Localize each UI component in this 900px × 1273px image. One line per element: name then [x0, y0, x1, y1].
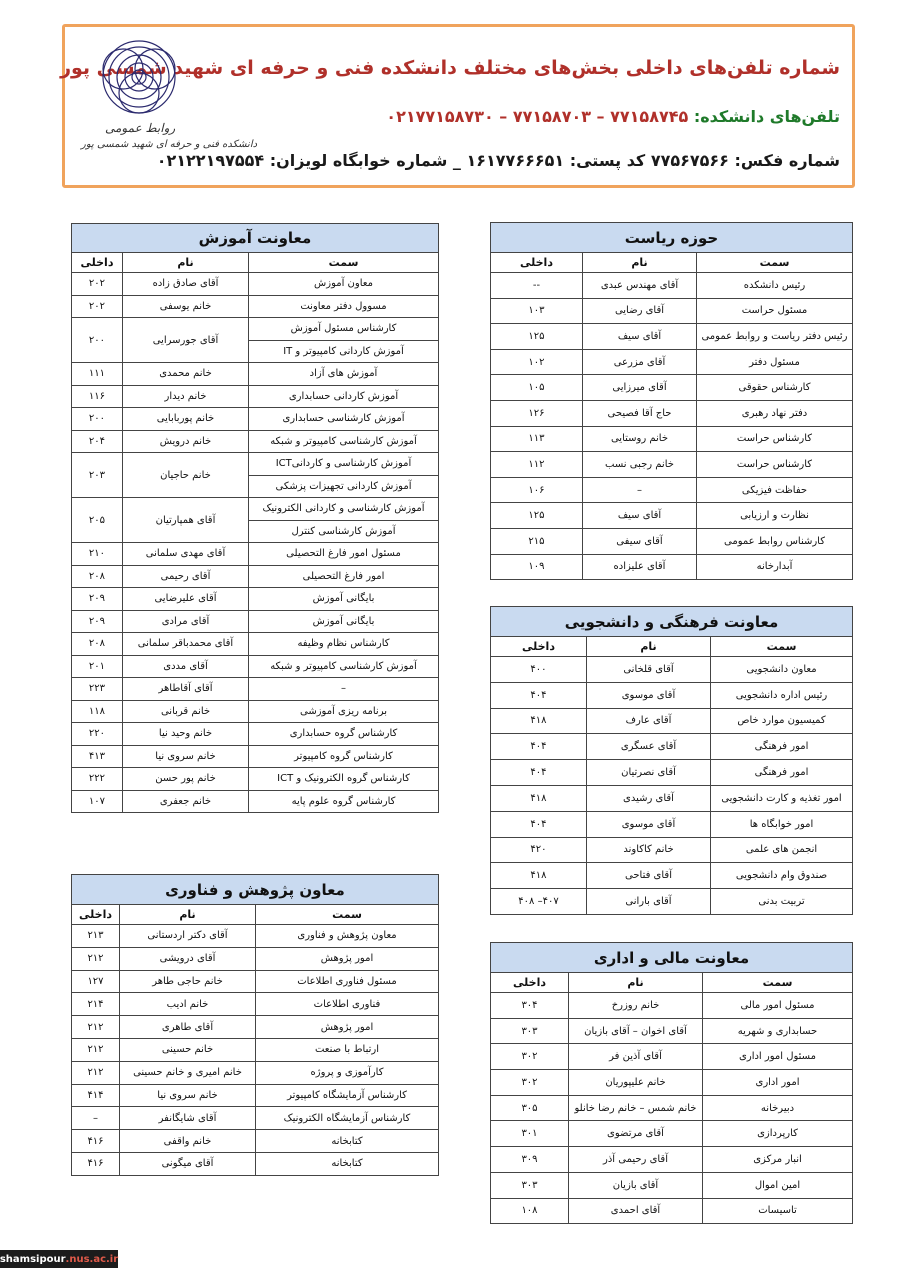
- cell-ext: ۲۰۸: [71, 565, 122, 588]
- cell-name: خانم یوسفی: [123, 295, 249, 318]
- cell-role: آبدارخانه: [697, 554, 853, 580]
- cell-name: آقای فتاحی: [587, 863, 711, 889]
- table-row: [490, 298, 852, 324]
- cell-ext: ۳۰۲: [491, 1044, 569, 1070]
- cell-ext: ۲۱۲: [72, 1016, 120, 1039]
- cell-role: کارشناس حقوقی: [697, 375, 853, 401]
- cell-name: آقای رشیدی: [587, 785, 711, 811]
- cell-role: رئیس اداره دانشجویی: [711, 682, 853, 708]
- cell-ext: ۳۰۳: [491, 1172, 569, 1198]
- cell-role: معاون آموزش: [249, 273, 439, 296]
- col-role: سمت: [256, 905, 439, 925]
- table-row: [72, 970, 439, 993]
- cell-name: آقای سیفی: [583, 528, 697, 554]
- cell-role: امور فارغ التحصیلی: [249, 565, 439, 588]
- cell-name: خانم ادیب: [120, 993, 256, 1016]
- cell-ext: ۱۱۸: [71, 700, 122, 723]
- table-row: [72, 1038, 439, 1061]
- cell-name: آقای احمدی: [569, 1198, 703, 1224]
- section-title: معاونت مالی و اداری: [491, 943, 853, 973]
- cell-name: خانم شمس – خانم رضا خانلو: [569, 1095, 703, 1121]
- cell-role: کتابخانه: [256, 1152, 439, 1175]
- table-row: [72, 1061, 439, 1084]
- table-row: [491, 1070, 853, 1096]
- table-row: [490, 477, 852, 503]
- table-row: [71, 768, 438, 791]
- table-row: [71, 633, 438, 656]
- cell-ext: ۲۰۴: [71, 430, 122, 453]
- cell-role: کارشناس حراست: [697, 452, 853, 478]
- table-row: [490, 734, 852, 760]
- logo-caption-1: روابط عمومی: [105, 121, 176, 135]
- table-row: [490, 528, 852, 554]
- cell-role: فناوری اطلاعات: [256, 993, 439, 1016]
- cell-name: خانم پور حسن: [123, 768, 249, 791]
- cell-ext: ۲۱۲: [72, 1038, 120, 1061]
- col-ext: داخلی: [72, 905, 120, 925]
- cell-role: مسئول امور مالی: [703, 993, 853, 1019]
- section-farhangi: [491, 606, 853, 915]
- cell-name: آقای سیف: [583, 503, 697, 529]
- cell-name: آقای طاهری: [120, 1016, 256, 1039]
- cell-ext: ۱۰۲: [490, 349, 582, 375]
- table-row: [490, 760, 852, 786]
- cell-role: آموزش کارشناسی و کاردانی الکترونیک: [249, 498, 439, 521]
- cell-role: آموزش کارشناسی کامپیوتر و شبکه: [249, 430, 439, 453]
- cell-ext: ۴۰۰: [490, 657, 586, 683]
- section-title: معاون پژوهش و فناوری: [72, 875, 439, 905]
- cell-ext: ۳۰۱: [491, 1121, 569, 1147]
- cell-ext: ۲۲۲: [71, 768, 122, 791]
- section-mali: [491, 942, 853, 1224]
- cell-ext: ۲۰۳: [71, 453, 122, 498]
- table-row: [72, 1016, 439, 1039]
- table-row: [71, 610, 438, 633]
- cell-ext: ۳۰۴: [491, 993, 569, 1019]
- cell-name: آقای بازیان: [569, 1172, 703, 1198]
- cell-ext: ۴۱۴: [72, 1084, 120, 1107]
- table-row: [71, 318, 438, 341]
- cell-ext: ۳۰۹: [491, 1147, 569, 1173]
- cell-ext: --: [490, 273, 582, 299]
- cell-name: آقای علیرضایی: [123, 588, 249, 611]
- table-row: [71, 723, 438, 746]
- cell-name: آقای دکتر اردستانی: [120, 925, 256, 948]
- section-amoozesh: [72, 223, 439, 813]
- cell-name: خانم سروی نیا: [120, 1084, 256, 1107]
- footer-website[interactable]: [0, 1250, 118, 1268]
- table-row: [490, 837, 852, 863]
- logo-caption-2: دانشکده فنی و حرفه ای شهید شمسی پور: [81, 139, 258, 150]
- cell-role: تربیت بدنی: [711, 889, 853, 915]
- section-pazhooh: [72, 874, 439, 1176]
- cell-name: خانم رجبی نسب: [583, 452, 697, 478]
- cell-ext: ۲۰۱: [71, 655, 122, 678]
- cell-role: کارشناس آزمایشگاه الکترونیک: [256, 1107, 439, 1130]
- cell-ext: ۴۱۳: [71, 745, 122, 768]
- cell-role: نظارت و ارزیابی: [697, 503, 853, 529]
- header-box: [62, 24, 855, 188]
- cell-role: بایگانی آموزش: [249, 588, 439, 611]
- cell-ext: ۴۰۴: [490, 682, 586, 708]
- cell-ext: ۱۲۷: [72, 970, 120, 993]
- table-row: [490, 503, 852, 529]
- table-row: [490, 375, 852, 401]
- cell-ext: ۱۰۹: [490, 554, 582, 580]
- cell-role: تاسیسات: [703, 1198, 853, 1224]
- cell-name: آقای محمدباقر سلمانی: [123, 633, 249, 656]
- table-row: [490, 273, 852, 299]
- table-row: [490, 349, 852, 375]
- cell-ext: ۲۲۳: [71, 678, 122, 701]
- table-row: [71, 745, 438, 768]
- cell-name: خانم روزرخ: [569, 993, 703, 1019]
- cell-role: کارشناس مسئول آموزش: [249, 318, 439, 341]
- cell-name: آقای میگونی: [120, 1152, 256, 1175]
- cell-name: آقای مرتضوی: [569, 1121, 703, 1147]
- cell-role: دبیرخانه: [703, 1095, 853, 1121]
- table-row: [490, 889, 852, 915]
- table-row: [490, 657, 852, 683]
- cell-name: خانم حاجی طاهر: [120, 970, 256, 993]
- cell-ext: ۴۱۶: [72, 1152, 120, 1175]
- cell-ext: ۲۱۲: [72, 1061, 120, 1084]
- table-row: [490, 324, 852, 350]
- table-row: [72, 1130, 439, 1153]
- cell-ext: ۱۰۳: [490, 298, 582, 324]
- cell-ext: ۱۱۱: [71, 363, 122, 386]
- cell-name: خانم علیپوریان: [569, 1070, 703, 1096]
- table-row: [490, 785, 852, 811]
- cell-role: کارشناس گروه کامپیوتر: [249, 745, 439, 768]
- table-row: [71, 295, 438, 318]
- col-ext: داخلی: [71, 253, 122, 273]
- table-row: [491, 1121, 853, 1147]
- table-row: [71, 363, 438, 386]
- cell-ext: ۲۱۵: [490, 528, 582, 554]
- cell-ext: ۳۰۵: [491, 1095, 569, 1121]
- cell-name: خانم جعفری: [123, 790, 249, 813]
- cell-role: کارآموزی و پروژه: [256, 1061, 439, 1084]
- cell-name: آقای موسوی: [587, 811, 711, 837]
- cell-ext: ۲۱۳: [72, 925, 120, 948]
- cell-name: آقای رضایی: [583, 298, 697, 324]
- col-name: نام: [569, 973, 703, 993]
- cell-role: امور تغذیه و کارت دانشجویی: [711, 785, 853, 811]
- cell-name: آقای رحیمی آذر: [569, 1147, 703, 1173]
- col-name: نام: [123, 253, 249, 273]
- table-row: [491, 1172, 853, 1198]
- cell-name: –: [583, 477, 697, 503]
- cell-role: امور پژوهش: [256, 947, 439, 970]
- cell-role: معاون دانشجویی: [711, 657, 853, 683]
- table-row: [491, 1147, 853, 1173]
- table-row: [72, 947, 439, 970]
- cell-role: کارشناس حراست: [697, 426, 853, 452]
- col-ext: داخلی: [490, 253, 582, 273]
- table-row: [491, 993, 853, 1019]
- cell-role: مسئول امور اداری: [703, 1044, 853, 1070]
- cell-name: خانم روستایی: [583, 426, 697, 452]
- table-row: [72, 1084, 439, 1107]
- cell-role: صندوق وام دانشجویی: [711, 863, 853, 889]
- table-row: [71, 565, 438, 588]
- cell-name: خانم سروی نیا: [123, 745, 249, 768]
- cell-role: دفتر نهاد رهبری: [697, 400, 853, 426]
- section-riasat: [491, 222, 853, 580]
- cell-ext: ۲۰۵: [71, 498, 122, 543]
- table-row: [72, 925, 439, 948]
- cell-name: آقای میرزایی: [583, 375, 697, 401]
- cell-role: کارشناس آزمایشگاه کامپیوتر: [256, 1084, 439, 1107]
- cell-role: رئیس دانشکده: [697, 273, 853, 299]
- cell-ext: ۱۲۵: [490, 503, 582, 529]
- cell-name: خانم حسینی: [120, 1038, 256, 1061]
- table-row: [490, 554, 852, 580]
- table-row: [71, 790, 438, 813]
- cell-ext: ۲۰۸: [71, 633, 122, 656]
- cell-name: آقای شایگانفر: [120, 1107, 256, 1130]
- cell-role: کارشناس روابط عمومی: [697, 528, 853, 554]
- cell-ext: ۱۱۲: [490, 452, 582, 478]
- table-row: [491, 1198, 853, 1224]
- table-row: [490, 682, 852, 708]
- cell-name: آقای مددی: [123, 655, 249, 678]
- cell-role: حسابداری و شهریه: [703, 1018, 853, 1044]
- table-row: [71, 385, 438, 408]
- cell-role: مسئول حراست: [697, 298, 853, 324]
- table-row: [490, 400, 852, 426]
- table-row: [71, 700, 438, 723]
- cell-role: آموزش کارشناسی و کاردانیICT: [249, 453, 439, 476]
- cell-ext: ۴۱۸: [490, 785, 586, 811]
- cell-name: آقای جورسرایی: [123, 318, 249, 363]
- cell-name: آقای بارانی: [587, 889, 711, 915]
- page-title: شماره تلفن‌های داخلی بخش‌های مختلف دانشکده فنی و حرفه ای شهید شمسی پور: [60, 57, 840, 79]
- cell-role: حفاظت فیزیکی: [697, 477, 853, 503]
- cell-ext: ۴۲۰: [490, 837, 586, 863]
- section-title: حوزه ریاست: [490, 223, 852, 253]
- cell-ext: ۴۰۷– ۴۰۸: [490, 889, 586, 915]
- cell-name: آقای مزرعی: [583, 349, 697, 375]
- cell-role: مسئول فناوری اطلاعات: [256, 970, 439, 993]
- cell-name: آقای مهندس عبدی: [583, 273, 697, 299]
- cell-role: انبار مرکزی: [703, 1147, 853, 1173]
- phones-value: ۷۷۱۵۸۷۴۵ – ۷۷۱۵۸۷۰۳ – ۰۲۱۷۷۱۵۸۷۳۰: [386, 107, 689, 126]
- table-row: [491, 1018, 853, 1044]
- cell-role: آموزش کاردانی کامپیوتر و IT: [249, 340, 439, 363]
- cell-ext: ۲۰۹: [71, 610, 122, 633]
- table-row: [490, 708, 852, 734]
- cell-ext: ۲۰۰: [71, 408, 122, 431]
- table-row: [490, 426, 852, 452]
- cell-ext: ۱۰۸: [491, 1198, 569, 1224]
- cell-role: امور خوابگاه ها: [711, 811, 853, 837]
- cell-name: آقای نصرتیان: [587, 760, 711, 786]
- cell-role: امور اداری: [703, 1070, 853, 1096]
- cell-name: آقای سیف: [583, 324, 697, 350]
- cell-role: کتابخانه: [256, 1130, 439, 1153]
- col-role: سمت: [703, 973, 853, 993]
- table-row: [71, 430, 438, 453]
- cell-ext: ۲۰۹: [71, 588, 122, 611]
- cell-ext: ۲۰۲: [71, 273, 122, 296]
- cell-name: آقای آذین فر: [569, 1044, 703, 1070]
- cell-ext: ۴۱۸: [490, 708, 586, 734]
- cell-name: آقای اخوان – آقای بازیان: [569, 1018, 703, 1044]
- cell-role: امور فرهنگی: [711, 734, 853, 760]
- cell-ext: ۳۰۲: [491, 1070, 569, 1096]
- cell-name: آقای علیزاده: [583, 554, 697, 580]
- cell-role: رئیس دفتر ریاست و روابط عمومی: [697, 324, 853, 350]
- cell-ext: ۴۰۴: [490, 734, 586, 760]
- cell-name: آقای عارف: [587, 708, 711, 734]
- cell-role: کارشناس گروه حسابداری: [249, 723, 439, 746]
- section-title: معاونت آموزش: [71, 224, 438, 253]
- table-row: [71, 588, 438, 611]
- cell-role: معاون پژوهش و فناوری: [256, 925, 439, 948]
- cell-name: آقای موسوی: [587, 682, 711, 708]
- cell-role: انجمن های علمی: [711, 837, 853, 863]
- cell-name: خانم وحید نیا: [123, 723, 249, 746]
- cell-name: خانم دیدار: [123, 385, 249, 408]
- cell-role: آموزش کاردانی تجهیزات پزشکی: [249, 475, 439, 498]
- table-row: [72, 1152, 439, 1175]
- col-ext: داخلی: [491, 973, 569, 993]
- col-role: سمت: [697, 253, 853, 273]
- cell-ext: ۳۰۳: [491, 1018, 569, 1044]
- table-row: [491, 1044, 853, 1070]
- table-row: [71, 655, 438, 678]
- section-title: معاونت فرهنگی و دانشجویی: [490, 607, 852, 637]
- cell-name: آقای درویشی: [120, 947, 256, 970]
- cell-name: خانم حاجیان: [123, 453, 249, 498]
- table-row: [490, 811, 852, 837]
- cell-name: آقای آقاطاهر: [123, 678, 249, 701]
- cell-role: کارپردازی: [703, 1121, 853, 1147]
- cell-ext: ۲۱۴: [72, 993, 120, 1016]
- cell-ext: ۱۲۵: [490, 324, 582, 350]
- cell-role: برنامه ریزی آموزشی: [249, 700, 439, 723]
- cell-role: امور فرهنگی: [711, 760, 853, 786]
- cell-ext: ۱۱۶: [71, 385, 122, 408]
- cell-name: خانم امیری و خانم حسینی: [120, 1061, 256, 1084]
- cell-ext: ۴۱۸: [490, 863, 586, 889]
- cell-role: کارشناس گروه الکترونیک و ICT: [249, 768, 439, 791]
- cell-ext: ۲۰۰: [71, 318, 122, 363]
- cell-ext: ۱۰۶: [490, 477, 582, 503]
- table-row: [490, 863, 852, 889]
- college-logo-icon: [79, 33, 199, 183]
- cell-role: –: [249, 678, 439, 701]
- cell-ext: ۲۱۲: [72, 947, 120, 970]
- cell-name: خانم محمدی: [123, 363, 249, 386]
- cell-name: آقای صادق زاده: [123, 273, 249, 296]
- cell-ext: ۱۲۶: [490, 400, 582, 426]
- fax-postal-line: شماره فکس: ۷۷۵۶۷۵۶۶ کد پستی: ۱۶۱۷۷۶۶۶۵۱ _ شماره خوابگاه لویزان: ۰۲۱۲۲۱۹۷۵۵۴: [156, 151, 840, 170]
- table-row: [491, 1095, 853, 1121]
- cell-name: خانم کاکاوند: [587, 837, 711, 863]
- cell-name: خانم قربانی: [123, 700, 249, 723]
- cell-role: مسئول دفتر: [697, 349, 853, 375]
- cell-role: مسوول دفتر معاونت: [249, 295, 439, 318]
- cell-role: آموزش های آزاد: [249, 363, 439, 386]
- cell-role: آموزش کارشناسی کنترل: [249, 520, 439, 543]
- table-row: [71, 678, 438, 701]
- cell-name: آقای قلخانی: [587, 657, 711, 683]
- cell-role: امور پژوهش: [256, 1016, 439, 1039]
- table-row: [71, 543, 438, 566]
- footer-site-name: shamsipour: [0, 1253, 66, 1265]
- cell-role: کارشناس گروه علوم پایه: [249, 790, 439, 813]
- cell-role: بایگانی آموزش: [249, 610, 439, 633]
- cell-role: آموزش کارشناسی حسابداری: [249, 408, 439, 431]
- col-role: سمت: [711, 637, 853, 657]
- cell-role: ارتباط با صنعت: [256, 1038, 439, 1061]
- cell-ext: ۴۰۴: [490, 811, 586, 837]
- col-name: نام: [583, 253, 697, 273]
- table-row: [72, 993, 439, 1016]
- cell-role: آموزش کارشناسی کامپیوتر و شبکه: [249, 655, 439, 678]
- cell-role: کارشناس نظام وظیفه: [249, 633, 439, 656]
- table-row: [71, 273, 438, 296]
- cell-ext: ۴۱۶: [72, 1130, 120, 1153]
- cell-name: آقای رحیمی: [123, 565, 249, 588]
- col-role: سمت: [249, 253, 439, 273]
- col-name: نام: [587, 637, 711, 657]
- table-row: [72, 1107, 439, 1130]
- cell-ext: ۱۰۵: [490, 375, 582, 401]
- cell-role: آموزش کاردانی حسابداری: [249, 385, 439, 408]
- table-row: [71, 498, 438, 521]
- col-name: نام: [120, 905, 256, 925]
- cell-ext: ۴۰۴: [490, 760, 586, 786]
- cell-ext: ۱۰۷: [71, 790, 122, 813]
- phones-label: تلفن‌های دانشکده:: [693, 107, 840, 126]
- cell-name: آقای عسگری: [587, 734, 711, 760]
- cell-name: آقای مرادی: [123, 610, 249, 633]
- col-ext: داخلی: [490, 637, 586, 657]
- cell-name: خانم پوربابایی: [123, 408, 249, 431]
- cell-name: حاج آقا فصیحی: [583, 400, 697, 426]
- cell-ext: ۱۱۳: [490, 426, 582, 452]
- cell-role: امین اموال: [703, 1172, 853, 1198]
- table-row: [490, 452, 852, 478]
- cell-role: مسئول امور فارغ التحصیلی: [249, 543, 439, 566]
- cell-name: خانم درویش: [123, 430, 249, 453]
- cell-ext: ۲۲۰: [71, 723, 122, 746]
- table-row: [71, 408, 438, 431]
- cell-ext: ۲۱۰: [71, 543, 122, 566]
- cell-ext: ۲۰۲: [71, 295, 122, 318]
- cell-name: خانم واقفی: [120, 1130, 256, 1153]
- table-row: [71, 453, 438, 476]
- college-phones: [386, 107, 840, 126]
- cell-role: کمیسیون موارد خاص: [711, 708, 853, 734]
- cell-name: آقای مهدی سلمانی: [123, 543, 249, 566]
- cell-name: آقای همپارتیان: [123, 498, 249, 543]
- footer-domain: .nus.ac.ir: [65, 1253, 119, 1265]
- cell-ext: –: [72, 1107, 120, 1130]
